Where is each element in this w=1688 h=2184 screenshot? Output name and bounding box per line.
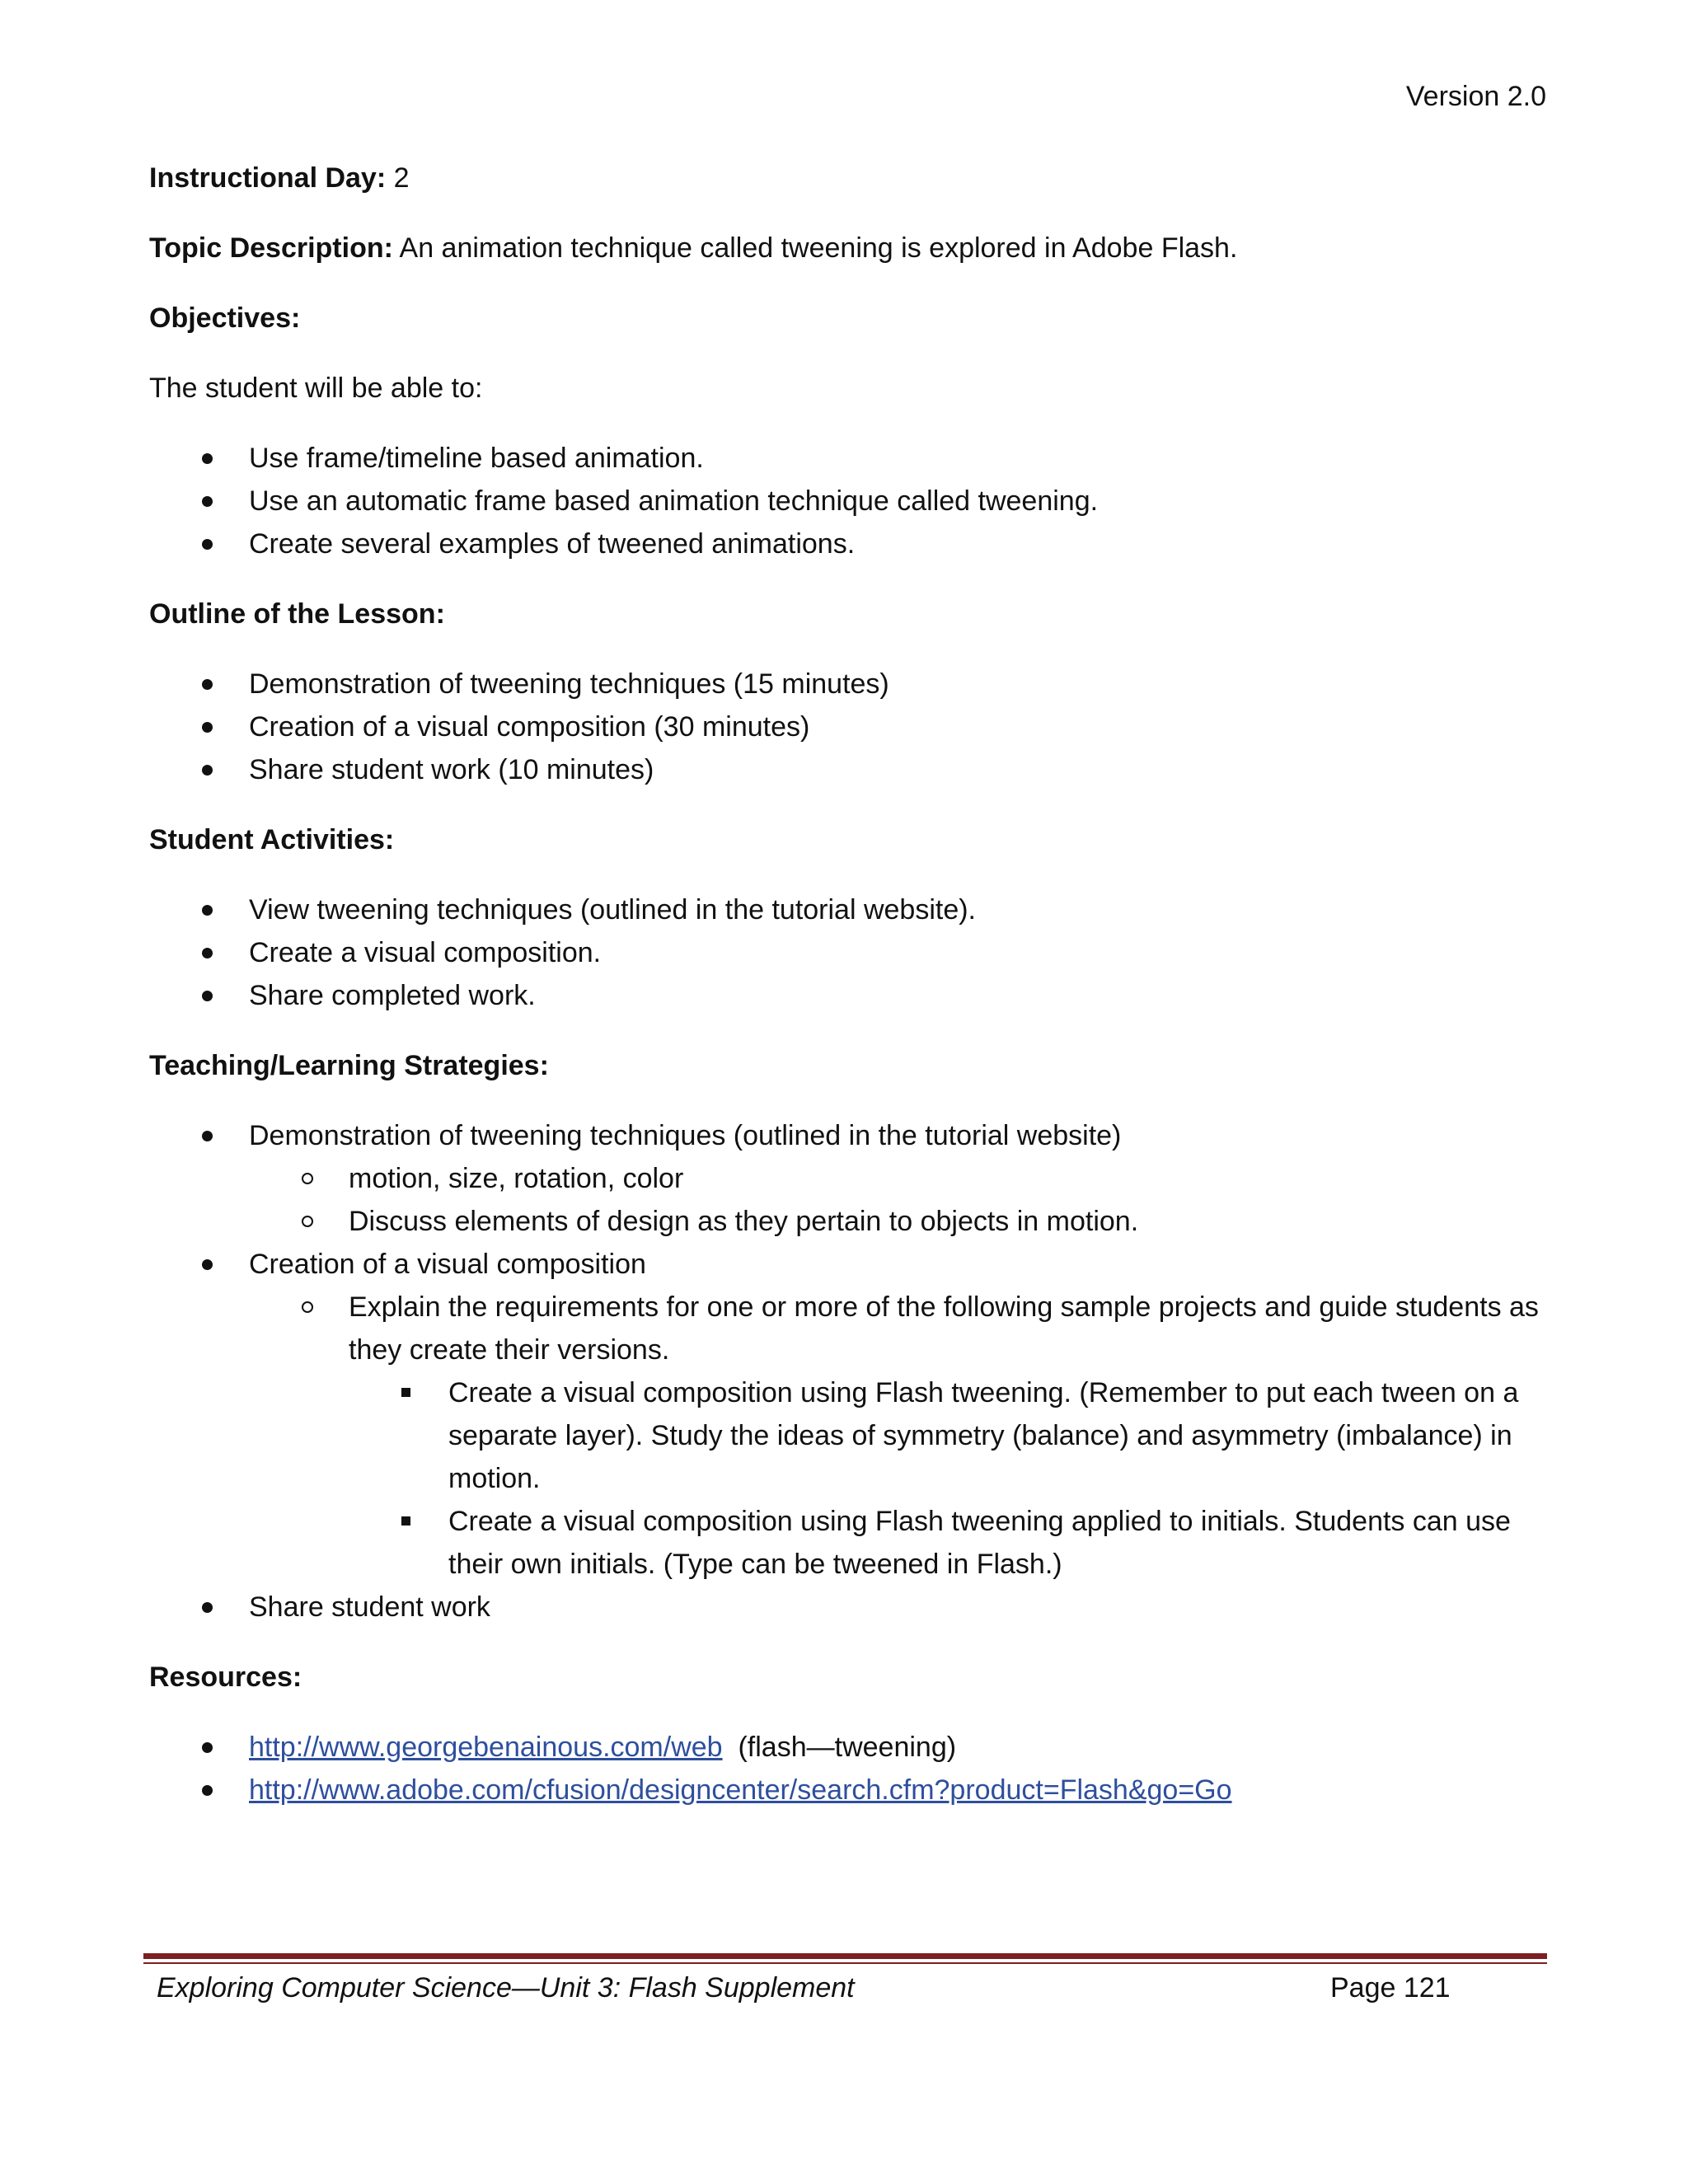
- list-item: Use frame/timeline based animation.: [149, 437, 1542, 480]
- strategy-sublist: [249, 1286, 1542, 1586]
- list-item: Create a visual composition using Flash tweening applied to initials. Students can use their own initials. (Type can be tweened in Flash.): [349, 1500, 1542, 1586]
- instructional-day-label: Instructional Day:: [149, 162, 387, 194]
- strategies-heading: Teaching/Learning Strategies:: [149, 1050, 549, 1081]
- footer-divider: [143, 1962, 1547, 1964]
- objectives-list: [149, 437, 1542, 565]
- page-number: Page 121: [1330, 1972, 1451, 2004]
- strategy-item-creation: [149, 1243, 1542, 1586]
- list-item: Creation of a visual composition (30 minutes): [149, 705, 1542, 748]
- list-item: Share student work (10 minutes): [149, 748, 1542, 791]
- resources-list: [149, 1726, 1542, 1811]
- resource-link[interactable]: http://www.georgebenainous.com/web: [249, 1732, 723, 1763]
- topic-description-value: An animation technique called tweening is explored in Adobe Flash.: [392, 232, 1238, 264]
- strategy-item-demonstration: [149, 1114, 1542, 1243]
- strategy-item-label: Demonstration of tweening techniques (outlined in the tutorial website): [249, 1120, 1122, 1151]
- resource-note: (flash—tweening): [738, 1732, 957, 1763]
- student-activities-heading: Student Activities:: [149, 824, 395, 855]
- list-item: [149, 1726, 1542, 1769]
- list-item: Share completed work.: [149, 974, 1542, 1017]
- list-item: Create several examples of tweened animations.: [149, 523, 1542, 565]
- list-item: View tweening techniques (outlined in the tutorial website).: [149, 888, 1542, 931]
- outline-heading: Outline of the Lesson:: [149, 598, 445, 630]
- strategy-item-label: Creation of a visual composition: [249, 1249, 646, 1280]
- version-label: Version 2.0: [1405, 81, 1546, 112]
- strategy-sublist: [249, 1157, 1542, 1243]
- list-item: Create a visual composition using Flash tweening. (Remember to put each tween on a separate layer). Study the ideas of symmetry (balance) and asymmetry (imbalance) in motion.: [349, 1371, 1542, 1500]
- footer-title: Exploring Computer Science—Unit 3: Flash Supplement: [157, 1972, 855, 2004]
- list-item: [249, 1286, 1542, 1586]
- document-body: [149, 157, 1542, 1839]
- strategy-project-list: [349, 1371, 1542, 1586]
- list-item: Demonstration of tweening techniques (15 minutes): [149, 663, 1542, 705]
- objectives-heading: Objectives:: [149, 302, 301, 334]
- list-item: motion, size, rotation, color: [249, 1157, 1542, 1200]
- resource-link[interactable]: http://www.adobe.com/cfusion/designcenter/search.cfm?product=Flash&go=Go: [249, 1774, 1232, 1806]
- footer-divider: [143, 1953, 1547, 1959]
- outline-list: [149, 663, 1542, 791]
- list-item: Discuss elements of design as they pertain to objects in motion.: [249, 1200, 1542, 1243]
- topic-description-label: Topic Description:: [149, 232, 393, 264]
- instructional-day: [149, 157, 1542, 199]
- strategy-item-share: Share student work: [149, 1586, 1542, 1629]
- student-activities-list: [149, 888, 1542, 1017]
- list-item: [149, 1769, 1542, 1811]
- strategy-subitem-label: Explain the requirements for one or more of the following sample projects and guide students as they create their versions.: [349, 1291, 1539, 1366]
- topic-description: [149, 227, 1542, 269]
- strategies-list: [149, 1114, 1542, 1629]
- resources-heading: Resources:: [149, 1661, 302, 1693]
- list-item: Use an automatic frame based animation technique called tweening.: [149, 480, 1542, 523]
- list-item: Create a visual composition.: [149, 931, 1542, 974]
- objectives-intro: The student will be able to:: [149, 373, 483, 404]
- instructional-day-value: 2: [386, 162, 410, 194]
